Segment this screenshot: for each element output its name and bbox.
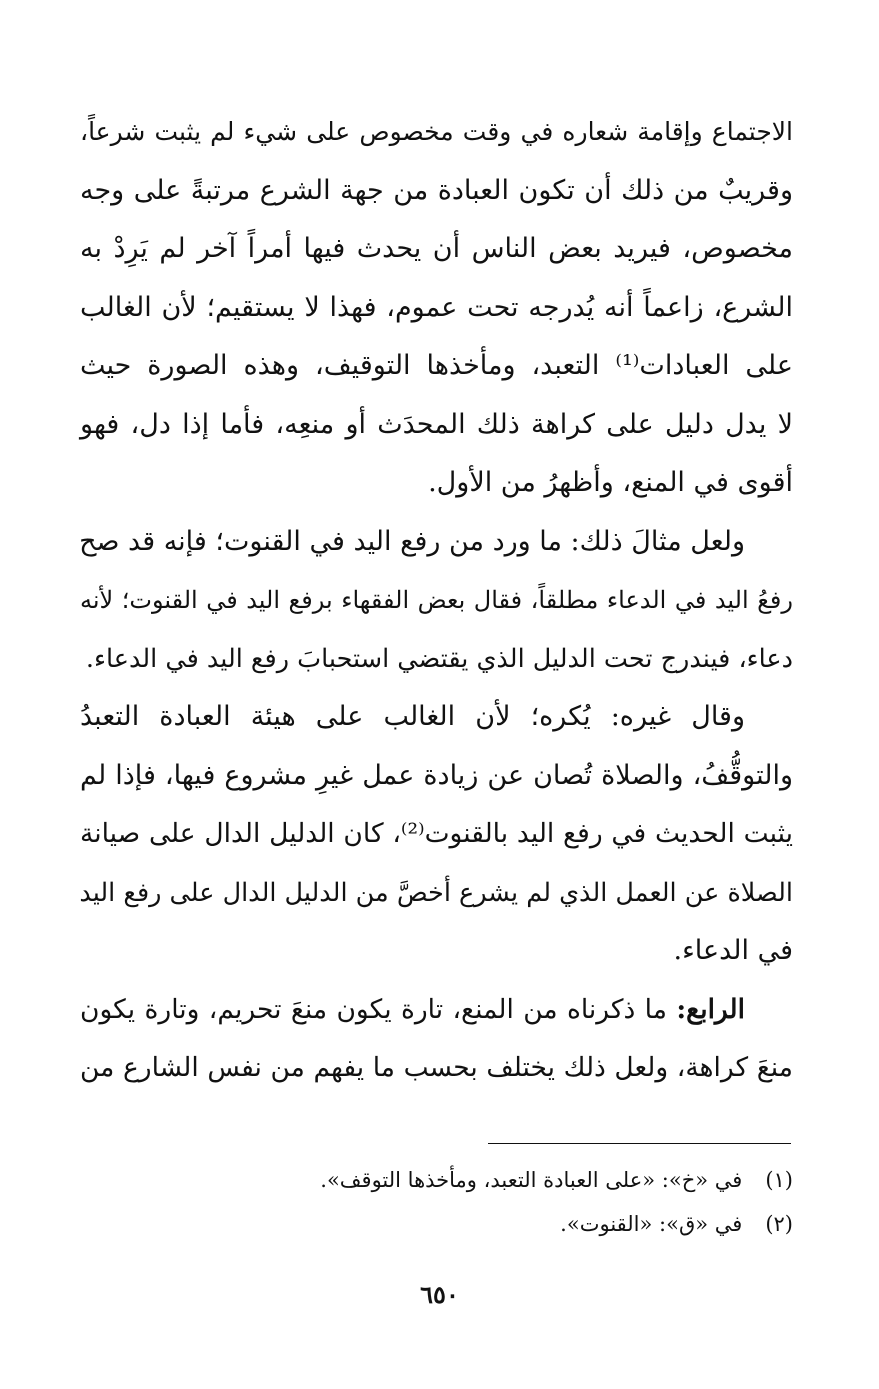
text-line: مخصوص، فيريد بعض الناس أن يحدث فيها أمراً آخر لم يَرِدْ به (80, 233, 793, 264)
text-line: والتوقُّفُ، والصلاة تُصان عن زيادة عمل غيرِ مشروع فيها، فإذا لم (80, 759, 793, 791)
section-lead: الرابع: (676, 993, 745, 1025)
text-line: رفعُ اليد في الدعاء مطلقاً، فقال بعض الفقهاء برفع اليد في القنوت؛ لأنه (80, 586, 793, 614)
footnote-divider (488, 1143, 791, 1144)
main-text (80, 103, 793, 1098)
text-line: لا يدل دليل على كراهة ذلك المحدَث أو منعِه، فأما إذا دل، فهو (80, 408, 793, 440)
page-number: ٦٥٠ (420, 1280, 459, 1309)
text-line: دعاء، فيندرج تحت الدليل الذي يقتضي استحبابَ رفع اليد في الدعاء. (85, 643, 793, 674)
paragraph-3 (80, 688, 793, 981)
paragraph-1 (80, 103, 793, 513)
paragraph-4 (80, 981, 793, 1098)
footnote-number: (١) (765, 1168, 793, 1192)
text-line: في الدعاء. (673, 935, 793, 966)
footnote-number: (٢) (765, 1212, 793, 1236)
text-line: وقال غيره: يُكره؛ لأن الغالب على هيئة العبادة التعبدُ (80, 701, 745, 732)
footnotes (93, 1158, 793, 1246)
paragraph-2 (80, 513, 793, 689)
text-line: ولعل مثالَ ذلك: ما ورد من رفع اليد في القنوت؛ فإنه قد صح (79, 525, 745, 557)
text-line: الصلاة عن العمل الذي لم يشرع أخصَّ من الدليل الدال على رفع اليد (79, 877, 793, 908)
text-segment: ما ذكرناه من المنع، تارة يكون منعَ تحريم، وتارة يكون (80, 993, 667, 1025)
text-line: على العبادات⁽¹⁾ التعبد، ومأخذها التوقيف، وهذه الصورة حيث (80, 350, 793, 381)
text-line: وقريبٌ من ذلك أن تكون العبادة من جهة الشرع مرتبةً على وجه (80, 174, 793, 206)
footnote (93, 1202, 793, 1246)
text-line: الاجتماع وإقامة شعاره في وقت مخصوص على شيء لم يثبت شرعاً، (80, 117, 793, 146)
text-line: يثبت الحديث في رفع اليد بالقنوت⁽²⁾، كان الدليل الدال على صيانة (80, 818, 793, 849)
text-line: منعَ كراهة، ولعل ذلك يختلف بحسب ما يفهم من نفس الشارع من (80, 1052, 793, 1083)
footnote (93, 1158, 793, 1202)
footnote-text: في «ق»: «القنوت». (560, 1212, 743, 1236)
text-line: أقوى في المنع، وأظهرُ من الأول. (428, 467, 793, 498)
text-line: الشرع، زاعماً أنه يُدرجه تحت عموم، فهذا لا يستقيم؛ لأن الغالب (80, 291, 793, 323)
footnote-text: في «خ»: «على العبادة التعبد، ومأخذها التوقف». (320, 1168, 743, 1192)
text-line (80, 981, 793, 1040)
